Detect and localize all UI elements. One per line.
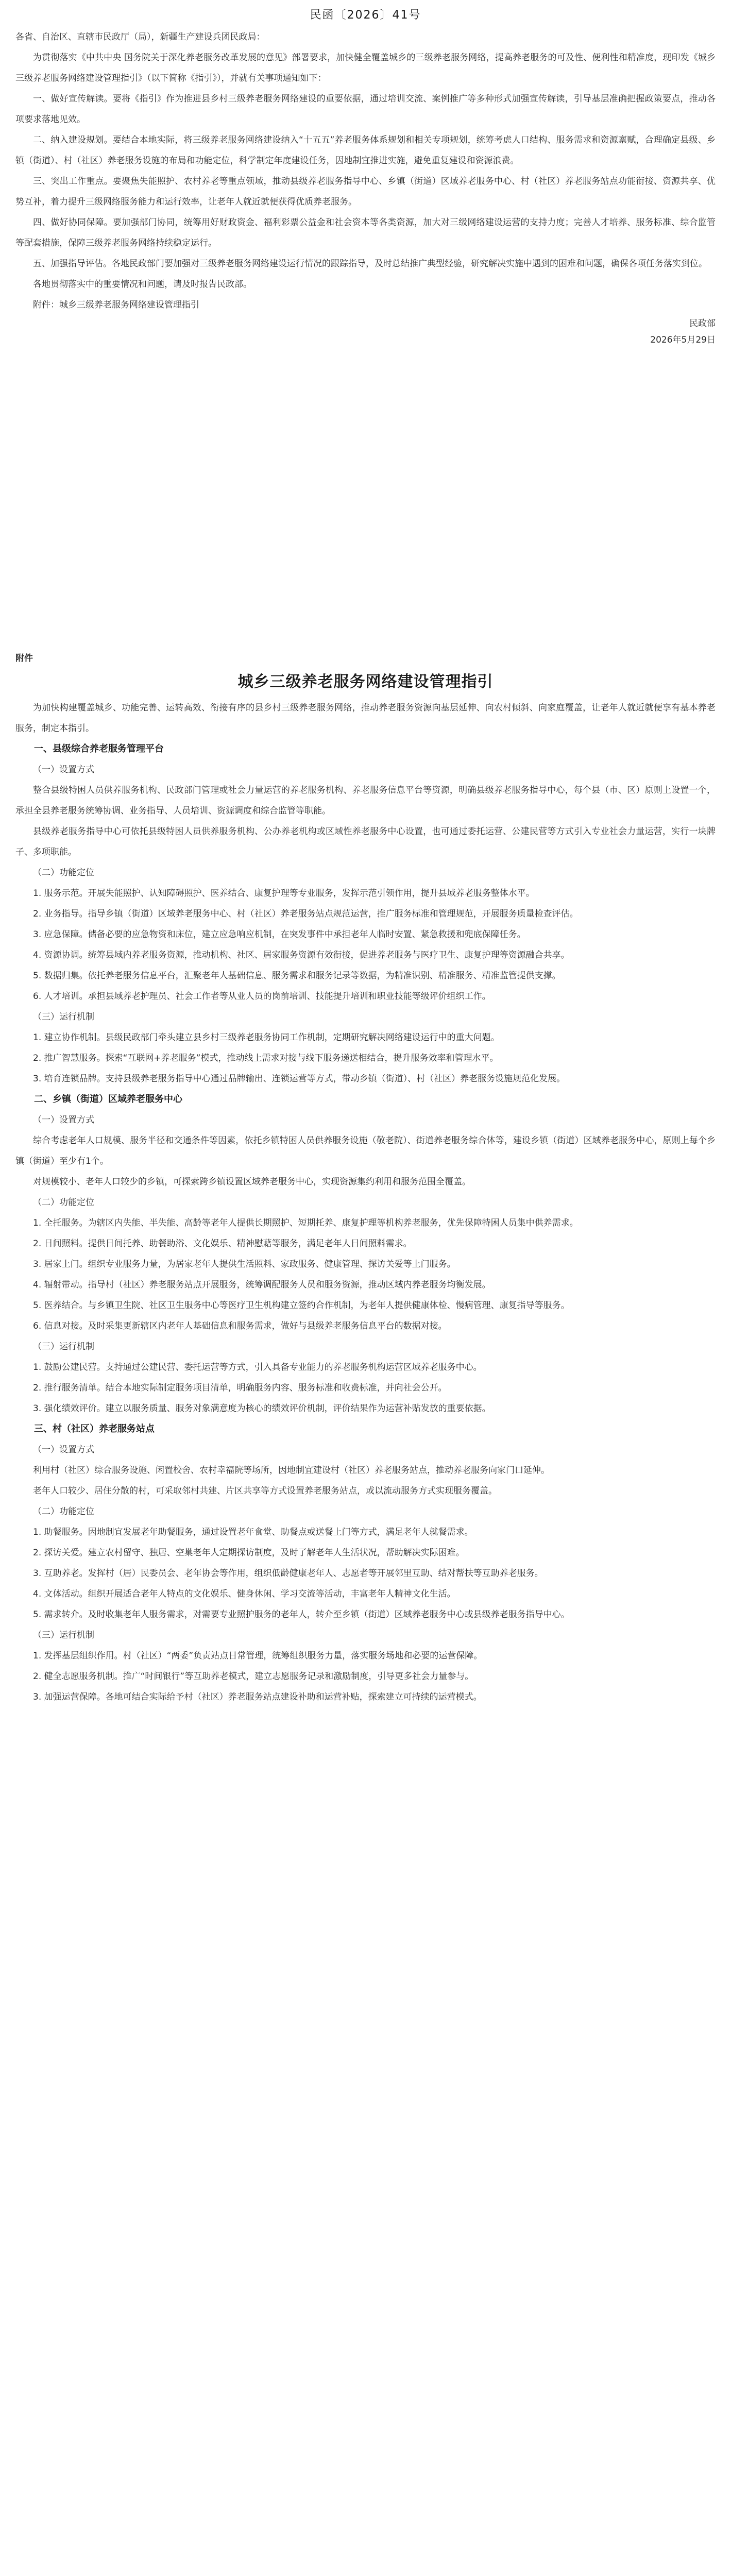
body-paragraph: 2. 推广智慧服务。探索“互联网+养老服务”模式，推动线上需求对接与线下服务递送相结合，提升服务效率和管理水平。	[33, 1053, 499, 1063]
annex-preface: 为加快构建覆盖城乡、功能完善、运转高效、衔接有序的县乡村三级养老服务网络，推动养老服务资源向基层延伸、向农村倾斜、向家庭覆盖，让老年人就近就便享有基本养老服务，制定本指引。	[15, 703, 716, 734]
body-paragraph: 5. 数据归集。依托养老服务信息平台，汇聚老年人基础信息、服务需求和服务记录等数据，为精准识别、精准服务、精准监管提供支撑。	[33, 971, 561, 981]
attachment-line: 附件：城乡三级养老服务网络建设管理指引	[33, 300, 199, 310]
body-paragraph: 4. 辐射带动。指导村（社区）养老服务站点开展服务，统筹调配服务人员和服务资源，推动区域内养老服务均衡发展。	[33, 1280, 491, 1290]
section-heading: 一、县级综合养老服务管理平台	[34, 743, 164, 754]
subsection-heading: （三）运行机制	[33, 1630, 94, 1640]
section-heading: 三、村（社区）养老服务站点	[34, 1423, 155, 1434]
annex	[15, 650, 716, 1707]
body-paragraph: 对规模较小、老年人口较少的乡镇，可探索跨乡镇设置区域养老服务中心，实现资源集约利用和服务范围全覆盖。	[33, 1177, 471, 1187]
subsection-heading: （二）功能定位	[33, 1506, 94, 1517]
annex-label: 附件	[15, 653, 33, 664]
body-paragraph: 2. 探访关爱。建立农村留守、独居、空巢老年人定期探访制度，及时了解老年人生活状况，帮助解决实际困难。	[33, 1548, 465, 1558]
subsection-heading: （三）运行机制	[33, 1012, 94, 1022]
point-paragraph: 四、做好协同保障。要加强部门协同，统筹用好财政资金、福利彩票公益金和社会资本等各类资源，加大对三级网络建设运营的支持力度；完善人才培养、服务标准、综合监管等配套措施，保障三级养老服务网络持续稳定运行。	[15, 217, 716, 248]
body-paragraph: 3. 应急保障。储备必要的应急物资和床位，建立应急响应机制，在突发事件中承担老年人临时安置、紧急救援和兜底保障任务。	[33, 929, 526, 940]
document-number: 民函〔2026〕41号	[310, 9, 421, 22]
subsection-heading: （一）设置方式	[33, 1115, 94, 1125]
body-paragraph: 2. 业务指导。指导乡镇（街道）区域养老服务中心、村（社区）养老服务站点规范运营，推广服务标准和管理规范，开展服务质量检查评估。	[33, 909, 579, 919]
subsection-heading: （二）功能定位	[33, 868, 94, 878]
point-paragraph: 二、纳入建设规划。要结合本地实际，将三级养老服务网络建设纳入“十五五”养老服务体系规划和相关专项规划，统筹考虑人口结构、服务需求和资源禀赋，合理确定县级、乡镇（街道）、村（社区）养老服务设施的布局和功能定位，科学制定年度建设任务，因地制宜推进实施，避免重复建设和资源浪费。	[15, 135, 716, 166]
body-paragraph: 2. 健全志愿服务机制。推广“时间银行”等互助养老模式，建立志愿服务记录和激励制度，引导更多社会力量参与。	[33, 1671, 474, 1682]
body-paragraph: 2. 日间照料。提供日间托养、助餐助浴、文化娱乐、精神慰藉等服务，满足老年人日间照料需求。	[33, 1239, 412, 1249]
body-paragraph: 3. 互助养老。发挥村（居）民委员会、老年协会等作用，组织低龄健康老年人、志愿者等开展邻里互助、结对帮扶等互助养老服务。	[33, 1568, 543, 1579]
cover-letter	[15, 27, 716, 348]
closing-paragraph: 各地贯彻落实中的重要情况和问题，请及时报告民政部。	[33, 279, 252, 290]
body-paragraph: 6. 信息对接。及时采集更新辖区内老年人基础信息和服务需求，做好与县级养老服务信息平台的数据对接。	[33, 1321, 447, 1331]
body-paragraph: 1. 鼓励公建民营。支持通过公建民营、委托运营等方式，引入具备专业能力的养老服务机构运营区域养老服务中心。	[33, 1362, 482, 1372]
subsection-heading: （二）功能定位	[33, 1197, 94, 1208]
body-paragraph: 3. 强化绩效评价。建立以服务质量、服务对象满意度为核心的绩效评价机制，评价结果作为运营补贴发放的重要依据。	[33, 1403, 491, 1414]
point-paragraph: 五、加强指导评估。各地民政部门要加强对三级养老服务网络建设运行情况的跟踪指导，及时总结推广典型经验，研究解决实施中遇到的困难和问题，确保各项任务落实到位。	[33, 259, 707, 269]
body-paragraph: 3. 加强运营保障。各地可结合实际给予村（社区）养老服务站点建设补助和运营补贴，探索建立可持续的运营模式。	[33, 1692, 482, 1702]
body-paragraph: 5. 医养结合。与乡镇卫生院、社区卫生服务中心等医疗卫生机构建立签约合作机制，为老年人提供健康体检、慢病管理、康复指导等服务。	[33, 1300, 570, 1311]
body-paragraph: 1. 助餐服务。因地制宜发展老年助餐服务，通过设置老年食堂、助餐点或送餐上门等方式，满足老年人就餐需求。	[33, 1527, 473, 1537]
intro-paragraph: 为贯彻落实《中共中央 国务院关于深化养老服务改革发展的意见》部署要求，加快健全覆盖城乡的三级养老服务网络，提高养老服务的可及性、便利性和精准度，现印发《城乡三级养老服务网络建设管理指引》（以下简称《指引》），并就有关事项通知如下：	[15, 53, 716, 83]
subsection-heading: （三）运行机制	[33, 1342, 94, 1352]
body-paragraph: 老年人口较少、居住分散的村，可采取邻村共建、片区共享等方式设置养老服务站点，或以流动服务方式实现服务覆盖。	[33, 1486, 497, 1496]
body-paragraph: 1. 建立协作机制。县级民政部门牵头建立县乡村三级养老服务协同工作机制，定期研究解决网络建设运行中的重大问题。	[33, 1032, 500, 1043]
body-paragraph: 6. 人才培训。承担县域养老护理员、社会工作者等从业人员的岗前培训、技能提升培训和职业技能等级评价组织工作。	[33, 991, 491, 1002]
point-paragraph: 三、突出工作重点。要聚焦失能照护、农村养老等重点领域，推动县级养老服务指导中心、乡镇（街道）区域养老服务中心、村（社区）养老服务站点功能衔接、资源共享、优势互补，着力提升三级网络服务能力和运行效率，让老年人就近就便获得优质养老服务。	[15, 176, 716, 207]
issue-date: 2026年5月29日	[650, 335, 716, 345]
body-paragraph: 3. 居家上门。组织专业服务力量，为居家老年人提供生活照料、家政服务、健康管理、探访关爱等上门服务。	[33, 1259, 456, 1269]
subsection-heading: （一）设置方式	[33, 765, 94, 775]
body-paragraph: 5. 需求转介。及时收集老年人服务需求，对需要专业照护服务的老年人，转介至乡镇（街道）区域养老服务中心或县级养老服务指导中心。	[33, 1609, 570, 1620]
body-paragraph: 利用村（社区）综合服务设施、闲置校舍、农村幸福院等场所，因地制宜建设村（社区）养老服务站点，推动养老服务向家门口延伸。	[33, 1465, 550, 1476]
subsection-heading: （一）设置方式	[33, 1445, 94, 1455]
salutation: 各省、自治区、直辖市民政厅（局），新疆生产建设兵团民政局：	[15, 32, 265, 42]
annex-title: 城乡三级养老服务网络建设管理指引	[237, 673, 494, 691]
body-paragraph: 3. 培育连锁品牌。支持县级养老服务指导中心通过品牌输出、连锁运营等方式，带动乡镇（街道）、村（社区）养老服务设施规范化发展。	[33, 1074, 566, 1084]
body-paragraph: 1. 发挥基层组织作用。村（社区）“两委”负责站点日常管理，统筹组织服务力量，落实服务场地和必要的运营保障。	[33, 1651, 483, 1661]
body-paragraph: 2. 推行服务清单。结合本地实际制定服务项目清单，明确服务内容、服务标准和收费标准，并向社会公开。	[33, 1383, 447, 1393]
body-paragraph: 综合考虑老年人口规模、服务半径和交通条件等因素，依托乡镇特困人员供养服务设施（敬老院）、街道养老服务综合体等，建设乡镇（街道）区域养老服务中心，原则上每个乡镇（街道）至少有1个。	[15, 1136, 716, 1166]
body-paragraph: 整合县级特困人员供养服务机构、民政部门管理或社会力量运营的养老服务机构、养老服务信息平台等资源，明确县级养老服务指导中心，每个县（市、区）原则上设置一个，承担全县养老服务统筹协调、业务指导、人员培训、资源调度和综合监管等职能。	[15, 785, 716, 816]
body-paragraph: 1. 服务示范。开展失能照护、认知障碍照护、医养结合、康复护理等专业服务，发挥示范引领作用，提升县域养老服务整体水平。	[33, 888, 535, 899]
body-paragraph: 县级养老服务指导中心可依托县级特困人员供养服务机构、公办养老机构或区域性养老服务中心设置，也可通过委托运营、公建民营等方式引入专业社会力量运营，实行一块牌子、多项职能。	[15, 826, 716, 857]
section-heading: 二、乡镇（街道）区域养老服务中心	[34, 1094, 182, 1105]
body-paragraph: 4. 文体活动。组织开展适合老年人特点的文化娱乐、健身休闲、学习交流等活动，丰富老年人精神文化生活。	[33, 1589, 456, 1599]
point-paragraph: 一、做好宣传解读。要将《指引》作为推进县乡村三级养老服务网络建设的重要依据，通过培训交流、案例推广等多种形式加强宣传解读，引导基层准确把握政策要点，推动各项要求落地见效。	[15, 94, 716, 125]
signer: 民政部	[689, 318, 716, 329]
body-paragraph: 1. 全托服务。为辖区内失能、半失能、高龄等老年人提供长期照护、短期托养、康复护理等机构养老服务，优先保障特困人员集中供养需求。	[33, 1218, 579, 1228]
body-paragraph: 4. 资源协调。统筹县域内养老服务资源，推动机构、社区、居家服务资源有效衔接，促进养老服务与医疗卫生、康复护理等资源融合共享。	[33, 950, 570, 960]
